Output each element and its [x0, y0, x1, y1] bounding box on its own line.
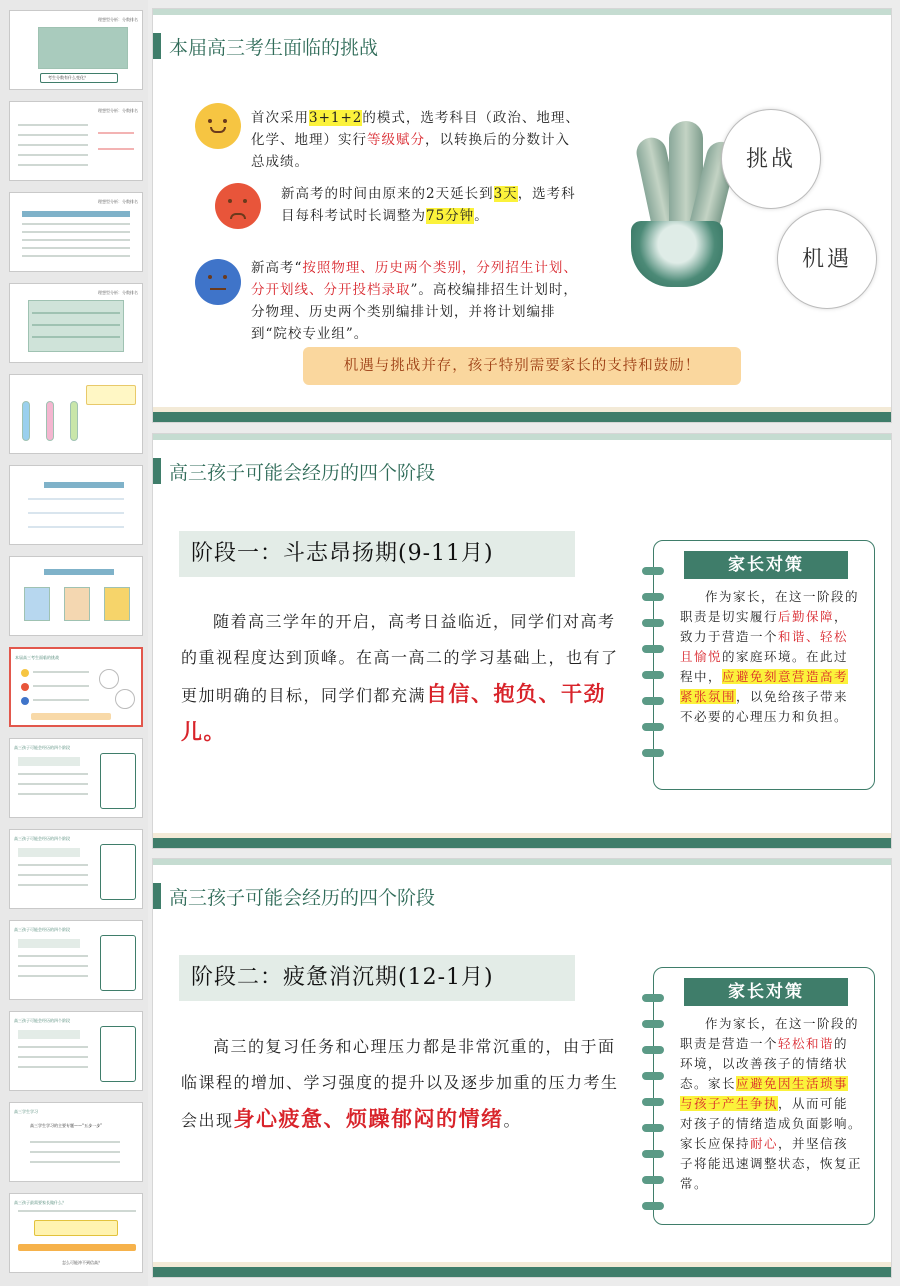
slide-thumbnail-2[interactable]: [9, 101, 143, 181]
slide-thumbnail-10[interactable]: [9, 829, 143, 909]
slide-thumbnail-3[interactable]: [9, 192, 143, 272]
slide-thumbnail-9[interactable]: [9, 738, 143, 818]
slide-stage-one: [152, 433, 892, 849]
thumbnail-tag: 理想型分析：分数排名: [98, 17, 138, 22]
slide-thumbnail-8[interactable]: [9, 647, 143, 727]
thumbnail-title: 高三孩子可能会经历的四个阶段: [14, 927, 70, 932]
thumbnail-title: 高三孩子可能会经历的四个阶段: [14, 1018, 70, 1023]
slide-thumbnail-1[interactable]: [9, 10, 143, 90]
thumbnail-title: 高三孩子可能会经历的四个阶段: [14, 745, 70, 750]
challenge-point-3: 新高考“按照物理、历史两个类别，分列招生计划、分开划线、分开投档录取”。高校编排招生计划时，分物理、历史两个类别编排计划，并将计划编排到“院校专业组”。: [251, 260, 578, 342]
challenge-point-1: 首次采用3+1+2的模式，选考科目（政治、地理、化学、地理）实行等级赋分，以转换后的分数计入总成绩。: [251, 110, 580, 170]
tips-text: 作为家长，在这一阶段的职责是营造一个轻松和谐的环境，以改善孩子的情绪状态。家长应避免因生活琐事与孩子产生争执，从而可能对孩子的情绪造成负面影响。家长应保持耐心，并坚信孩子将能迅速调整状态，恢复正常。: [680, 1016, 863, 1191]
slide-thumbnail-4[interactable]: [9, 283, 143, 363]
thumbnail-tag: 理想型分析：分数排名: [98, 199, 138, 204]
thumbnail-caption: 高三学生学习的主要专题——“五步一步”: [30, 1123, 103, 1128]
slide-thumbnail-13[interactable]: [9, 1102, 143, 1182]
callout-banner: 机遇与挑战并存，孩子特别需要家长的支持和鼓励！: [303, 347, 741, 385]
slide-thumbnail-6[interactable]: [9, 465, 143, 545]
slide-stage-two: [152, 858, 892, 1278]
plant-pot-illustration: [631, 221, 723, 287]
slide-thumbnail-14[interactable]: [9, 1193, 143, 1273]
tips-text: 作为家长，在这一阶段的职责是切实履行后勤保障，致力于营造一个和谐、轻松且愉悦的家庭环境。在此过程中，应避免刻意营造高考紧张氛围，以免给孩子带来不必要的心理压力和负担。: [680, 589, 860, 724]
thumbnail-title: 高三孩子可能会经历的四个阶段: [14, 836, 70, 841]
slide-title: 本届高三考生面临的挑战: [169, 37, 379, 59]
thumbnail-title: 高三学生学习: [14, 1109, 38, 1114]
stage-heading: 阶段一：斗志昂扬期(9-11月): [179, 531, 575, 577]
challenge-circle: 挑战: [721, 109, 821, 209]
thumbnail-title: 本届高三考生面临的挑战: [15, 655, 59, 660]
stage-description: 随着高三学年的开启，高考日益临近，同学们对高考的重视程度达到顶峰。在高一高二的学习基础上，也有了更加明确的目标，同学们都充满自信、抱负、干劲儿。: [181, 612, 619, 744]
neutral-face-icon: [195, 259, 241, 305]
slide-thumbnail-5[interactable]: [9, 374, 143, 454]
challenge-point-2: 新高考的时间由原来的2天延长到3天，选考科目每科考试时长调整为75分钟。: [281, 186, 576, 224]
slide-challenges: [152, 8, 892, 423]
slide-thumbnail-7[interactable]: [9, 556, 143, 636]
tips-title: 家长对策: [684, 551, 848, 579]
slide-thumbnail-12[interactable]: [9, 1011, 143, 1091]
thumbnail-tag: 理想型分析：分数排名: [98, 290, 138, 295]
slide-title: 高三孩子可能会经历的四个阶段: [169, 462, 436, 484]
title-marker: [153, 33, 161, 59]
parent-tips-card: [653, 967, 875, 1225]
slide-title: 高三孩子可能会经历的四个阶段: [169, 887, 436, 909]
parent-tips-card: [653, 540, 875, 790]
slide-thumbnail-11[interactable]: [9, 920, 143, 1000]
thumbnail-title: 高三孩子最需要家长做什么？: [14, 1200, 66, 1205]
thumbnail-caption: 怎么可能冲不到信高？: [62, 1260, 102, 1265]
thumbnail-caption: 考生分数有什么变化？: [48, 75, 88, 80]
tips-title: 家长对策: [684, 978, 848, 1006]
thumbnail-tag: 理想型分析：分数排名: [98, 108, 138, 113]
sad-face-icon: [215, 183, 261, 229]
stage-heading: 阶段二：疲惫消沉期(12-1月): [179, 955, 575, 1001]
slide-thumbnail-rail: [0, 0, 148, 1286]
stage-description: 高三的复习任务和心理压力都是非常沉重的，由于面临课程的增加、学习强度的提升以及逐步加重的压力考生会出现身心疲惫、烦躁郁闷的情绪。: [181, 1037, 619, 1131]
happy-face-icon: [195, 103, 241, 149]
opportunity-circle: 机遇: [777, 209, 877, 309]
